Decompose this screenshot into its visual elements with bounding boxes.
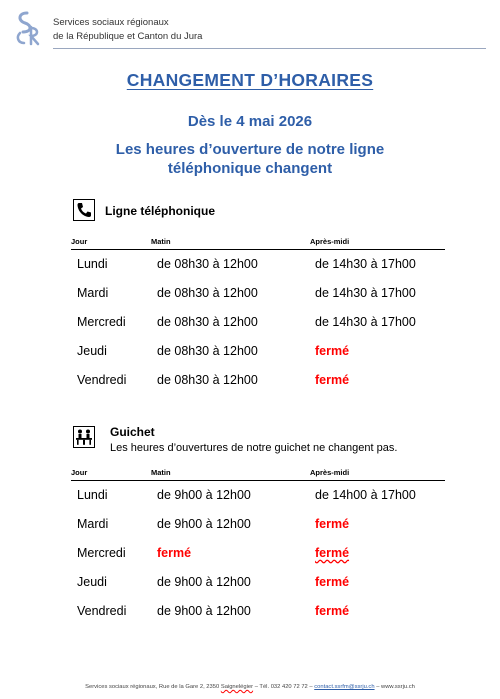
afternoon-closed-cell: fermé xyxy=(315,545,350,560)
column-header-afternoon: Après-midi xyxy=(310,468,350,477)
table-row xyxy=(71,365,445,394)
counter-section-note: Les heures d’ouvertures de notre guichet ne changent pas. xyxy=(110,442,398,454)
table-row xyxy=(71,538,445,567)
table-row xyxy=(71,567,445,596)
footer-address: Services sociaux régionaux, Rue de la Gare 2, 2350 xyxy=(85,684,220,690)
counter-desk-icon xyxy=(73,426,95,448)
footer-phone: – Tél. 032 420 72 72 – xyxy=(254,684,313,690)
header-divider xyxy=(53,48,486,49)
afternoon-closed-cell: fermé xyxy=(315,343,350,358)
column-header-morning: Matin xyxy=(151,468,171,477)
notice-lead-line-2: téléphonique changent xyxy=(167,160,333,177)
day-cell: Mercredi xyxy=(77,545,126,560)
morning-cell: de 9h00 à 12h00 xyxy=(157,487,251,502)
footer-town: Saignelégier xyxy=(220,684,254,690)
table-row xyxy=(71,509,445,538)
organization-line-2: de la République et Canton du Jura xyxy=(53,31,203,42)
effective-date: Dès le 4 mai 2026 xyxy=(187,113,313,130)
notice-title-text: CHANGEMENT D’HORAIRES xyxy=(126,70,374,90)
morning-cell: de 08h30 à 12h00 xyxy=(157,372,258,387)
morning-cell: de 9h00 à 12h00 xyxy=(157,574,251,589)
counter-hours-table xyxy=(71,468,445,625)
table-row xyxy=(71,249,445,278)
footer-website: – www.ssrju.ch xyxy=(376,684,415,690)
afternoon-cell: de 14h30 à 17h00 xyxy=(315,314,416,329)
phone-section-title: Ligne téléphonique xyxy=(105,204,215,218)
day-cell: Vendredi xyxy=(77,372,127,387)
day-cell: Vendredi xyxy=(77,603,127,618)
day-cell: Jeudi xyxy=(77,574,107,589)
column-header-day: Jour xyxy=(71,237,88,246)
footer-email-link[interactable]: contact.ssrfm@ssrju.ch xyxy=(314,684,375,690)
day-cell: Jeudi xyxy=(77,343,107,358)
table-row xyxy=(71,307,445,336)
table-header-row xyxy=(71,468,445,480)
table-row xyxy=(71,480,445,509)
page-footer xyxy=(0,684,500,690)
notice-lead-line-1: Les heures d’ouverture de notre ligne xyxy=(115,141,385,158)
afternoon-closed-cell: fermé xyxy=(315,372,350,387)
day-cell: Lundi xyxy=(77,487,108,502)
afternoon-closed-cell: fermé xyxy=(315,516,350,531)
afternoon-cell: de 14h30 à 17h00 xyxy=(315,256,416,271)
organization-name xyxy=(53,16,202,44)
table-header-row xyxy=(71,237,445,249)
ssr-logo-icon xyxy=(14,10,42,48)
day-cell: Mercredi xyxy=(77,314,126,329)
phone-hours-table xyxy=(71,237,445,394)
morning-cell: de 9h00 à 12h00 xyxy=(157,516,251,531)
column-header-morning: Matin xyxy=(151,237,171,246)
afternoon-closed-cell: fermé xyxy=(315,603,350,618)
morning-cell: de 08h30 à 12h00 xyxy=(157,314,258,329)
morning-cell: de 08h30 à 12h00 xyxy=(157,256,258,271)
afternoon-cell: de 14h30 à 17h00 xyxy=(315,285,416,300)
day-cell: Mardi xyxy=(77,285,109,300)
day-cell: Lundi xyxy=(77,256,108,271)
afternoon-closed-cell: fermé xyxy=(315,574,350,589)
table-row xyxy=(71,336,445,365)
counter-section-title: Guichet xyxy=(110,425,155,439)
column-header-day: Jour xyxy=(71,468,88,477)
morning-cell: de 9h00 à 12h00 xyxy=(157,603,251,618)
morning-cell: de 08h30 à 12h00 xyxy=(157,285,258,300)
phone-icon xyxy=(73,199,95,221)
letterhead xyxy=(14,8,486,52)
column-header-afternoon: Après-midi xyxy=(310,237,350,246)
notice-lead xyxy=(40,140,460,178)
day-cell: Mardi xyxy=(77,516,109,531)
morning-closed-cell: fermé xyxy=(157,545,192,560)
organization-line-1: Services sociaux régionaux xyxy=(53,17,169,28)
table-row xyxy=(71,278,445,307)
afternoon-cell: de 14h00 à 17h00 xyxy=(315,487,416,502)
table-row xyxy=(71,596,445,625)
notice-title xyxy=(0,70,500,91)
morning-cell: de 08h30 à 12h00 xyxy=(157,343,258,358)
